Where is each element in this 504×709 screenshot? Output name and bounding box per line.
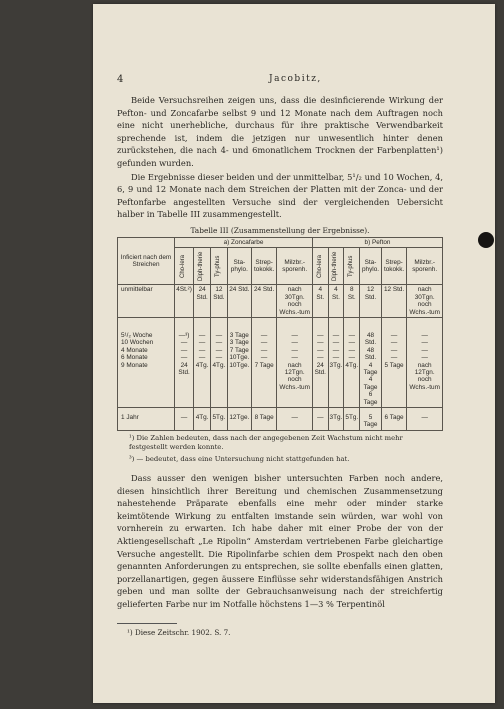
table-cell: — — — — 4Tg.	[211, 317, 228, 407]
table-cell: 5 Tage	[360, 408, 382, 431]
table-cell: 12 Std.	[360, 285, 382, 318]
running-head: Jacobitz,	[269, 74, 322, 84]
table-cell: —	[407, 408, 443, 431]
row-label: 1 Jahr	[118, 408, 175, 431]
table-cell: 5Tg.	[344, 408, 360, 431]
table-cell: — — — — nach 12Tgn. noch Wchs.-tum	[407, 317, 443, 407]
col-header-a-3: Sta-phylo.	[227, 248, 251, 285]
row-label: unmittelbar	[118, 285, 175, 318]
table-cell: 8 St.	[344, 285, 360, 318]
row-header: Inficiert nach dem Streichen	[118, 237, 175, 284]
table-cell: 3Tg.	[328, 408, 344, 431]
table-cell: 4 St.	[312, 285, 328, 318]
col-header-b-3: Sta-phylo.	[360, 248, 382, 285]
col-header-b-5: Milzbr.-sporenh.	[407, 248, 443, 285]
table-footnote-1: ¹) Die Zahlen bedeuten, dass nach der angegebenen Zeit Wachstum nicht mehr festgestellt werden konnte.	[129, 433, 403, 452]
results-table	[117, 237, 443, 431]
paragraph-2: Die Ergebnisse dieser beiden und der unmittelbar, 5¹/₂ und 10 Wochen, 4, 6, 9 und 12 Monate nach dem Streichen der Platten mit der Zonca- und der Peftonfarbe angestellten Versuche sind der vergleichenden Uebersicht halber in Tabelle III zusammengestellt.	[117, 171, 443, 220]
table-cell: 24 Std.	[227, 285, 251, 318]
table-cell: 12 Std.	[381, 285, 407, 318]
col-header-a-4: Strep-tokokk.	[251, 248, 277, 285]
table-cell: —	[277, 408, 313, 431]
table-cell: —³) — — — 24 Std.	[175, 317, 194, 407]
footnote-rule	[117, 623, 177, 624]
table-cell: 12Tge.	[227, 408, 251, 431]
table-cell: 8 Tage	[251, 408, 277, 431]
page-number: 4	[117, 74, 124, 85]
table-cell: — — — — 4Tg.	[194, 317, 211, 407]
table-cell: 5Tg.	[211, 408, 228, 431]
col-header-a-5: Milzbr.-sporenh.	[277, 248, 313, 285]
col-header-b-4: Strep-tokokk.	[381, 248, 407, 285]
col-header-a-1: Diph-therie	[194, 248, 211, 285]
table-cell: — — — — 3Tg.	[328, 317, 344, 407]
table-cell: nach 30Tgn. noch Wchs.-tum	[407, 285, 443, 318]
table-cell: 12 Std.	[211, 285, 228, 318]
table-row	[118, 408, 443, 431]
table-cell: 4St.²)	[175, 285, 194, 318]
table-cell: 48 Std. 48 Std. 4 Tage 4 Tage 6 Tage	[360, 317, 382, 407]
table-cell: —	[175, 408, 194, 431]
col-header-b-2: Ty-phus	[344, 248, 360, 285]
page-footnote: ¹) Diese Zeitschr. 1902. S. 7.	[127, 627, 231, 637]
group-header-zonca: a) Zoncafarbe	[175, 237, 313, 247]
col-header-a-2: Ty-phus	[211, 248, 228, 285]
table-cell: 24 Std.	[194, 285, 211, 318]
table-cell: 4Tg.	[194, 408, 211, 431]
book-page	[93, 4, 495, 703]
table-cell: — — — — 4Tg.	[344, 317, 360, 407]
table-cell: — — — — nach 12Tgn. noch Wchs.-tum	[277, 317, 313, 407]
col-header-b-1: Diph-therie	[328, 248, 344, 285]
punch-hole	[478, 232, 494, 248]
table-cell: — — — — 24 Std.	[312, 317, 328, 407]
table-caption: Tabelle III (Zusammenstellung der Ergebnisse).	[190, 225, 370, 235]
table-cell: — — — — 5 Tage	[381, 317, 407, 407]
table-cell: 4 St.	[328, 285, 344, 318]
row-label: 5¹/₂ Woche 10 Wochen 4 Monate 6 Monate 9 Monate	[118, 317, 175, 407]
paragraph-1: Beide Versuchsreihen zeigen uns, dass die desinficierende Wirkung der Pefton- und Zoncafarbe selbst 9 und 12 Monate nach dem Auftragen noch eine nicht unerhebliche, durchaus für ihre praktische Verwendbarkeit sprechende ist, indem die jetzigen nur unwesentlich hinter denen zurückstehen, die nach 4- und 6monatlichem Trocknen der Farbenplatten¹) gefunden wurden.	[117, 95, 443, 168]
table-cell: 24 Std.	[251, 285, 277, 318]
table-row	[118, 317, 443, 407]
col-header-a-0: Cho-lera	[175, 248, 194, 285]
page-content	[117, 94, 443, 637]
table-cell: — — — — 7 Tage	[251, 317, 277, 407]
table-cell: nach 30Tgn. noch Wchs.-tum	[277, 285, 313, 318]
paragraph-3: Dass ausser den wenigen bisher untersuchten Farben noch andere, diesen hinsichtlich ihrer Bereitung und chemischen Zusammensetzung nahestehende Präparate ebenfalls eine mehr oder minder starke keimtötende Wirkung zu entfalten imstande sein würden, war wohl von vornherein zu erwarten. Ich habe daher mit einer Probe der von der Aktiengesellschaft „Le Ripolin“ Amsterdam vertriebenen Farbe gleichartige Versuche angestellt. Die Ripolinfarbe schien dem Prospekt nach den oben genannten Anforderungen zu entsprechen, sie sollte ebenfalls einen glatten, porzellanartigen, gegen äussere Einflüsse sehr widerstandsfähigen Anstrich geben und man sollte der Gebrauchsanweisung nach der streichfertig gelieferten Farbe nur im Notfalle höchstens 1—3 % Terpentinöl	[117, 473, 443, 609]
table-cell: 3 Tage 3 Tage 7 Tage 10Tge. 10Tge.	[227, 317, 251, 407]
group-header-pefton: b) Pefton	[312, 237, 442, 247]
table-cell: —	[312, 408, 328, 431]
table-cell: 6 Tage	[381, 408, 407, 431]
col-header-b-0: Cho-lera	[312, 248, 328, 285]
table-row	[118, 285, 443, 318]
table-footnote-2: ³) — bedeutet, dass eine Untersuchung nicht stattgefunden hat.	[129, 454, 350, 463]
